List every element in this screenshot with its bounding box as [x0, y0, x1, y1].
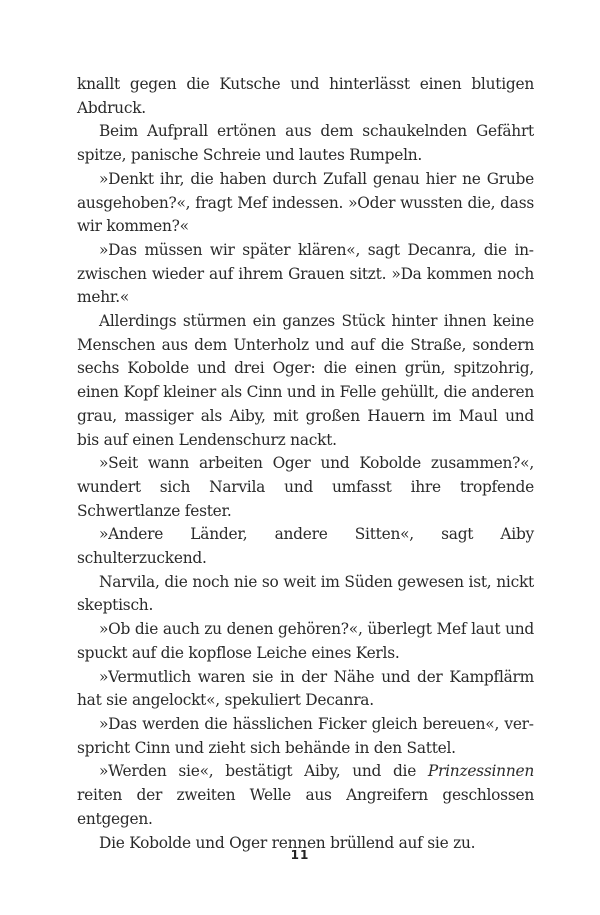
italic-title: Prinzessinnen: [427, 762, 534, 781]
paragraph: Allerdings stürmen ein ganzes Stück hinter ihnen keine Menschen aus dem Unterholz und auf die Straße, sondern sechs Kobolde und drei Oger: die einen grün, spitzohrig, einen Kopf kleiner als Cinn und in Felle gehüllt, die anderen grau, massiger als Aiby, mit großen Hauern im Maul und bis auf einen Lendenschurz nackt.: [77, 312, 534, 449]
paragraph: »Das müssen wir später klären«, sagt Decanra, die inzwischen wieder auf ihrem Grauen sitzt. »Da kommen noch mehr.«: [77, 240, 534, 307]
page-body: [77, 73, 534, 855]
paragraph: »Seit wann arbeiten Oger und Kobolde zusammen?«, wundert sich Narvila und umfasst ihre tropfende Schwertlanze fester.: [77, 454, 534, 520]
paragraph: Beim Aufprall ertönen aus dem schaukelnden Gefährt spitze, panische Schreie und lautes Rumpeln.: [77, 122, 534, 165]
paragraph: »Vermutlich waren sie in der Nähe und der Kampflärm hat sie angelockt«, spekuliert Decanra.: [77, 667, 534, 710]
page-number: 11: [290, 848, 310, 862]
paragraph: »Denkt ihr, die haben durch Zufall genau hier ne Grube ausgehoben?«, fragt Mef indessen. »Oder wussten die, dass wir kommen?«: [77, 169, 534, 236]
paragraph: »Andere Länder, andere Sitten«, sagt Aiby schulterzuckend.: [77, 525, 534, 568]
paragraph-text: reiten der zweiten Welle aus Angreifern geschlossen entgegen.: [77, 786, 534, 828]
paragraph: Narvila, die noch nie so weit im Süden gewesen ist, nickt skeptisch.: [77, 572, 534, 615]
paragraph: »Das werden die hässlichen Ficker gleich bereuen«, verspricht Cinn und zieht sich behände in den Sattel.: [77, 714, 534, 757]
paragraph-text: »Werden sie«, bestätigt Aiby, und die: [99, 762, 428, 781]
paragraph: Die Kobolde und Oger rennen brüllend auf sie zu.: [99, 833, 476, 852]
paragraph: [77, 760, 534, 831]
paragraph: »Ob die auch zu denen gehören?«, überlegt Mef laut und spuckt auf die kopflose Leiche eines Kerls.: [77, 620, 534, 662]
paragraph: knallt gegen die Kutsche und hinterlässt einen blutigen Abdruck.: [77, 75, 534, 117]
